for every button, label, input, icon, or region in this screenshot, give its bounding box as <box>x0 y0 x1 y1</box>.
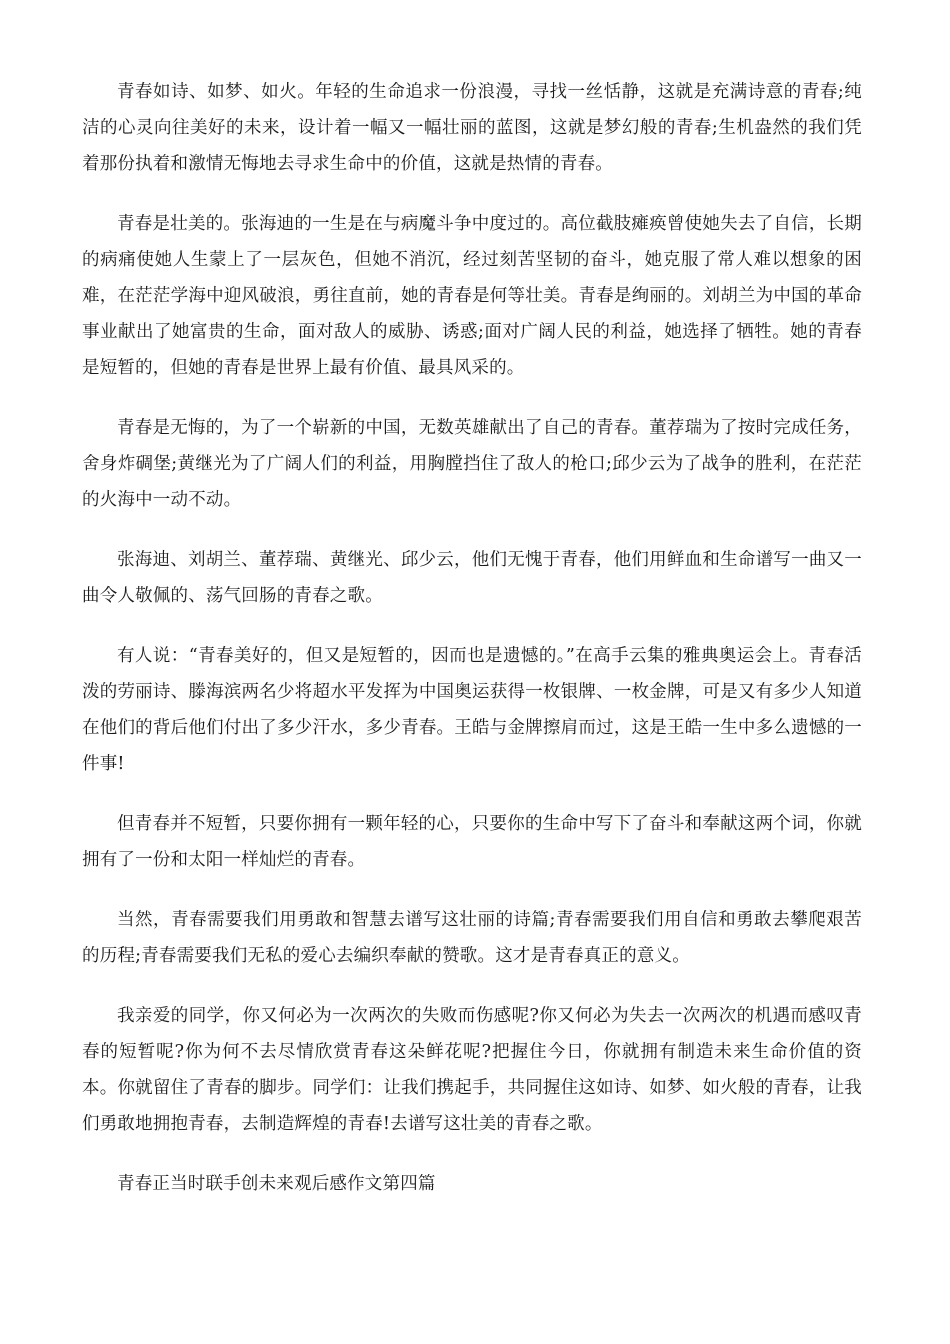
paragraph-5: 有人说：“青春美好的，但又是短暂的，因而也是遗憾的。”在高手云集的雅典奥运会上。青春活泼的劳丽诗、滕海滨两名少将超水平发挥为中国奥运获得一枚银牌、一枚金牌，可是又有多少人知道在他们的背后他们付出了多少汗水，多少青春。王皓与金牌擦肩而过，这是王皓一生中多么遗憾的一件事! <box>82 646 862 774</box>
paragraph-1: 青春如诗、如梦、如火。年轻的生命追求一份浪漫，寻找一丝恬静，这就是充满诗意的青春;纯洁的心灵向往美好的未来，设计着一幅又一幅壮丽的蓝图，这就是梦幻般的青春;生机盎然的我们凭着那份执着和激情无悔地去寻求生命中的价值，这就是热情的青春。 <box>82 82 862 174</box>
paragraph-6: 但青春并不短暂，只要你拥有一颗年轻的心，只要你的生命中写下了奋斗和奉献这两个词，你就拥有了一份和太阳一样灿烂的青春。 <box>82 814 862 870</box>
paragraph-2: 青春是壮美的。张海迪的一生是在与病魔斗争中度过的。高位截肢瘫痪曾使她失去了自信，长期的病痛使她人生蒙上了一层灰色，但她不消沉，经过刻苦坚韧的奋斗，她克服了常人难以想象的困难，在茫茫学海中迎风破浪，勇往直前，她的青春是何等壮美。青春是绚丽的。刘胡兰为中国的革命事业献出了她富贵的生命，面对敌人的威胁、诱惑;面对广阔人民的利益，她选择了牺牲。她的青春是短暂的，但她的青春是世界上最有价值、最具风采的。 <box>82 214 862 378</box>
document-body <box>82 74 862 1226</box>
paragraph-7: 当然，青春需要我们用勇敢和智慧去谱写这壮丽的诗篇;青春需要我们用自信和勇敢去攀爬艰苦的历程;青春需要我们无私的爱心去编织奉献的赞歌。这才是青春真正的意义。 <box>82 910 862 966</box>
paragraph-3: 青春是无悔的，为了一个崭新的中国，无数英雄献出了自己的青春。董荐瑞为了按时完成任务，舍身炸碉堡;黄继光为了广阔人们的利益，用胸膛挡住了敌人的枪口;邱少云为了战争的胜利，在茫茫的火海中一动不动。 <box>82 418 862 510</box>
paragraph-8: 我亲爱的同学，你又何必为一次两次的失败而伤感呢?你又何必为失去一次两次的机遇而感叹青春的短暂呢?你为何不去尽情欣赏青春这朵鲜花呢?把握住今日，你就拥有制造未来生命价值的资本。你就留住了青春的脚步。同学们：让我们携起手，共同握住这如诗、如梦、如火般的青春，让我们勇敢地拥抱青春，去制造辉煌的青春!去谱写这壮美的青春之歌。 <box>82 1006 862 1134</box>
section-title: 青春正当时联手创未来观后感作文第四篇 <box>117 1174 436 1194</box>
paragraph-4: 张海迪、刘胡兰、董荐瑞、黄继光、邱少云，他们无愧于青春，他们用鲜血和生命谱写一曲又一曲令人敬佩的、荡气回肠的青春之歌。 <box>82 550 862 606</box>
